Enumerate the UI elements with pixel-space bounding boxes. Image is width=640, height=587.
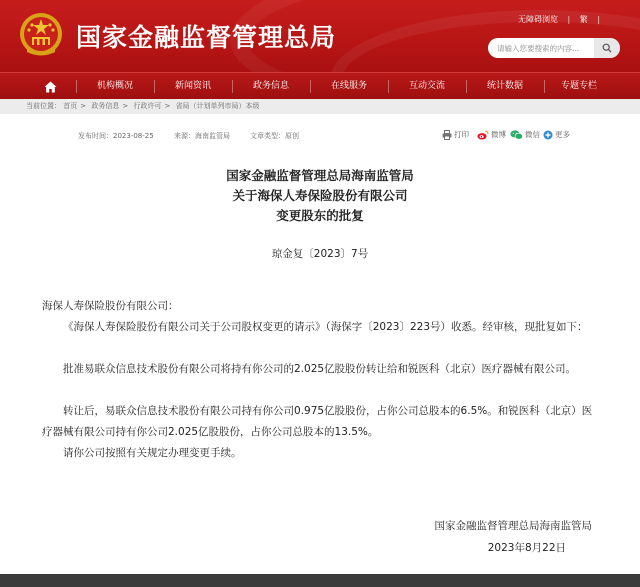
more-share-button[interactable] <box>543 129 570 140</box>
wechat-icon <box>510 130 523 140</box>
breadcrumb-home[interactable]: 首页 <box>63 102 78 110</box>
nav-divider <box>232 80 233 93</box>
nav-item-news[interactable]: 新闻资讯 <box>174 81 211 91</box>
util-divider: | <box>567 15 571 24</box>
nav-divider <box>544 80 545 93</box>
utility-links <box>518 14 607 25</box>
breadcrumb-admin-license[interactable]: 行政许可 <box>133 102 162 110</box>
util-divider: | <box>597 15 601 24</box>
search-button[interactable] <box>594 38 620 58</box>
nav-item-online-service[interactable]: 在线服务 <box>330 81 367 91</box>
breadcrumb-bar <box>0 99 640 114</box>
article-title-line-2: 关于海保人寿保险股份有限公司 <box>232 188 408 203</box>
breadcrumb-provincial-bureau[interactable]: 省局（计划单列市局）本级 <box>175 102 260 110</box>
paragraph-3: 转让后，易联众信息技术股份有限公司持有你公司0.975亿股股份，占你公司总股本的6.5%。和锐医科（北京）医疗器械有限公司持有你公司2.025亿股股份，占你公司总股本的13.5%。 <box>42 405 593 438</box>
nav-divider <box>310 80 311 93</box>
paragraph-2: 批准易联众信息技术股份有限公司将持有你公司的2.025亿股股份转让给和锐医科（北京）医疗器械有限公司。 <box>63 363 577 375</box>
nav-home[interactable] <box>38 73 62 100</box>
national-emblem-icon[interactable] <box>18 10 64 58</box>
wechat-share-button[interactable] <box>510 129 540 140</box>
traditional-chinese-link[interactable]: 繁 <box>579 15 588 24</box>
nav-item-org-overview[interactable]: 机构概况 <box>96 81 133 91</box>
nav-divider <box>388 80 389 93</box>
breadcrumb-gov-info[interactable]: 政务信息 <box>91 102 120 110</box>
article-title-line-1: 国家金融监督管理总局海南监管局 <box>226 168 414 183</box>
breadcrumb-prefix: 当前位置： <box>26 102 61 110</box>
signature-organization: 国家金融监督管理总局海南监管局 <box>434 520 592 532</box>
search-icon <box>602 43 612 53</box>
footer-bar <box>0 574 640 587</box>
article-title-line-3: 变更股东的批复 <box>276 208 364 223</box>
nav-divider <box>466 80 467 93</box>
print-button[interactable] <box>442 129 469 140</box>
home-icon <box>44 81 57 93</box>
nav-item-special-topics[interactable]: 专题专栏 <box>560 81 597 91</box>
paragraph-1: 《海保人寿保险股份有限公司关于公司股权变更的请示》（海保字〔2023〕223号）收悉。经审核，现批复如下： <box>63 321 588 333</box>
search-box <box>488 38 620 58</box>
breadcrumb: 当前位置： 首页 > 政务信息 > 行政许可 > 省局（计划单列市局）本级 <box>26 102 260 110</box>
nav-item-statistics[interactable]: 统计数据 <box>486 81 523 91</box>
publish-time: 发布时间：2023-08-25 <box>78 132 154 140</box>
site-header <box>0 0 640 72</box>
wechat-label: 微信 <box>525 130 540 139</box>
article-type: 文章类型：原创 <box>250 132 299 140</box>
salutation: 海保人寿保险股份有限公司： <box>42 300 179 312</box>
paragraph-4: 请你公司按照有关规定办理变更手续。 <box>63 447 242 459</box>
printer-icon <box>442 130 452 140</box>
nav-divider <box>76 80 77 93</box>
signature-date: 2023年8月22日 <box>487 542 566 554</box>
nav-item-interaction[interactable]: 互动交流 <box>408 81 445 91</box>
nav-divider <box>154 80 155 93</box>
search-input[interactable] <box>488 38 594 58</box>
print-label: 打印 <box>454 130 469 139</box>
article-source: 来源：海南监管局 <box>174 132 230 140</box>
more-label: 更多 <box>555 130 570 139</box>
accessibility-link[interactable]: 无障碍浏览 <box>518 15 558 24</box>
document-number: 琼金复〔2023〕7号 <box>271 248 369 260</box>
weibo-label: 微博 <box>491 130 506 139</box>
plus-icon <box>543 130 553 140</box>
weibo-icon <box>477 130 489 140</box>
nav-item-gov-info[interactable]: 政务信息 <box>252 81 289 91</box>
weibo-share-button[interactable] <box>477 129 506 140</box>
main-nav <box>0 72 640 99</box>
site-title[interactable]: 国家金融监督管理总局 <box>76 23 337 52</box>
